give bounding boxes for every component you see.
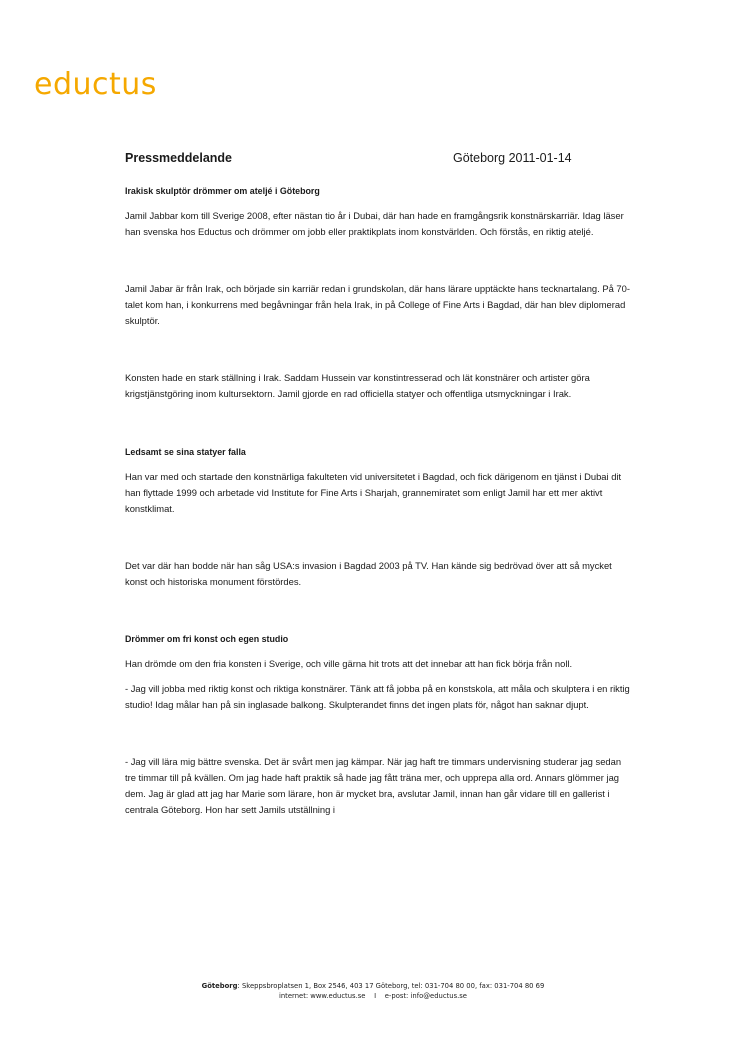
- paragraph-6: Han drömde om den fria konsten i Sverige, och ville gärna hit trots att det innebar att han fick börja från noll.: [125, 658, 573, 669]
- document-type: Pressmeddelande: [125, 151, 232, 165]
- footer-city: Göteborg: [201, 982, 238, 990]
- heading-studio: Drömmer om fri konst och egen studio: [125, 634, 289, 644]
- footer-address-line: [0, 981, 746, 991]
- heading-statues: Ledsamt se sina statyer falla: [125, 447, 246, 457]
- paragraph-4: Han var med och startade den konstnärliga fakulteten vid universitetet i Bagdad, och fick därigenom en tjänst i Dubai dit han flyttade 1999 och arbetade vid Institute for Fine Arts i Sharjah, grannemiratet som enligt Jamil har ett mer aktivt konstklimat.: [125, 471, 622, 514]
- place-date: Göteborg 2011-01-14: [453, 151, 572, 165]
- document-header: [125, 151, 625, 165]
- paragraph-3: Konsten hade en stark ställning i Irak. Saddam Hussein var konstintresserad och lät konstnärer och artister göra krigstjänstgöring inom kultursektorn. Jamil gjorde en rad officiella statyer och offentliga utsmyckningar i Irak.: [125, 372, 590, 399]
- paragraph-1: Jamil Jabbar kom till Sverige 2008, efter nästan tio år i Dubai, där han hade en framgångsrik konstnärskarriär. Idag läser han svenska hos Eductus och drömmer om jobb eller praktikplats inom konstvärlden. Och förstås, en riktig ateljé.: [125, 210, 624, 237]
- paragraph-2: Jamil Jabar är från Irak, och började sin karriär redan i grundskolan, där hans lärare upptäckte hans tecknartalang. På 70-talet kom han, i konkurrens med begåvningar från hela Irak, in på College of Fine Arts i Bagdad, där han blev diplomerad skulptör.: [125, 283, 630, 326]
- footer-contact: internet: www.eductus.se I e-post: info@eductus.se: [278, 992, 467, 1000]
- paragraph-7: - Jag vill jobba med riktig konst och riktiga konstnärer. Tänk att få jobba på en konstskola, att måla och skulptera i en riktig studio! Idag målar han på sin inglasade balkong. Skulpterandet finns det ingen plats för, något han saknar djupt.: [125, 683, 630, 710]
- paragraph-8: - Jag vill lära mig bättre svenska. Det är svårt men jag kämpar. När jag haft tre timmars undervisning studerar jag sedan tre timmar till på kvällen. Om jag hade haft praktik så hade jag fått träna mer, och upprepa alla ord. Annars glömmer jag dem. Jag är glad att jag har Marie som lärare, hon är mycket bra, avslutar Jamil, innan han går vidare till en gallerist i centrala Göteborg. Hon har sett Jamils utställning i: [125, 756, 622, 815]
- eductus-logo: eductus: [34, 67, 157, 102]
- press-release-body: [125, 183, 630, 818]
- page-footer: [0, 981, 746, 1001]
- footer-address: : Skeppsbroplatsen 1, Box 2546, 403 17 Göteborg, tel: 031-704 80 00, fax: 031-704 80 69: [237, 982, 545, 990]
- paragraph-5: Det var där han bodde när han såg USA:s invasion i Bagdad 2003 på TV. Han kände sig bedrövad över att så mycket konst och historiska monument förstördes.: [125, 560, 612, 587]
- heading-main: Irakisk skulptör drömmer om ateljé i Göteborg: [125, 186, 320, 196]
